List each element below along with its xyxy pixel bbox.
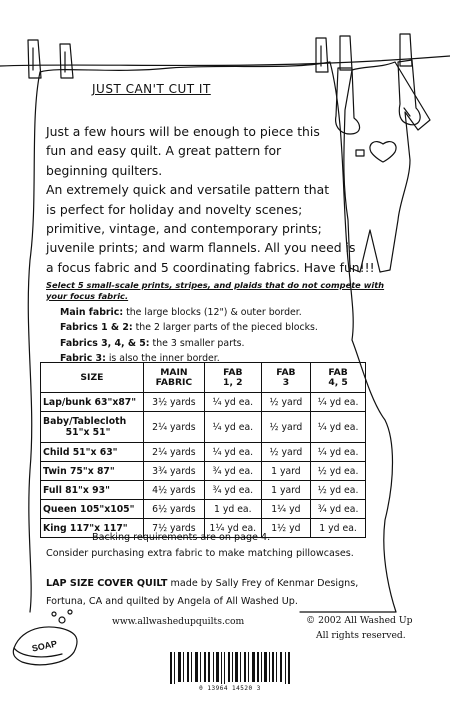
yardage-table <box>40 362 366 538</box>
table-cell-main: 6½ yards <box>143 500 204 519</box>
table-cell-f3: 1 yard <box>261 481 311 500</box>
table-cell-f45: 1 yd ea. <box>311 519 366 538</box>
intro-paragraph <box>46 122 391 277</box>
table-cell-size: Full 81"x 93" <box>41 481 144 500</box>
fabric-def: Fabrics 1 & 2: the 2 larger parts of the pieced blocks. <box>60 322 318 334</box>
page-title: JUST CAN'T CUT IT <box>92 82 211 96</box>
table-cell-main: 2¼ yards <box>143 443 204 462</box>
table-cell-size: Child 51"x 63" <box>41 443 144 462</box>
table-cell-f12: ¾ yd ea. <box>204 481 261 500</box>
table-header-row <box>41 363 366 393</box>
clothespin-icon <box>60 44 73 78</box>
copyright: © 2002 All Washed Up All rights reserved. <box>306 615 413 641</box>
table-row <box>41 393 366 412</box>
table-cell-f45: ½ yd ea. <box>311 462 366 481</box>
intro-line: fun and easy quilt. A great pattern for <box>46 143 282 159</box>
table-cell-f3: ½ yard <box>261 412 311 443</box>
table-cell-size: Baby/Tablecloth 51"x 51" <box>41 412 144 443</box>
table-cell-f12: 1 yd ea. <box>204 500 261 519</box>
table-cell-main: 7½ yards <box>143 519 204 538</box>
table-cell-main: 2¼ yards <box>143 412 204 443</box>
table-cell-f12: 1¼ yd ea. <box>204 519 261 538</box>
table-cell-f12: ¼ yd ea. <box>204 443 261 462</box>
table-row <box>41 443 366 462</box>
table-row <box>41 462 366 481</box>
notes <box>46 530 391 561</box>
clothesline <box>0 56 450 66</box>
credit-text-2: Fortuna, CA and quilted by Angela of All Washed Up. <box>46 596 298 607</box>
table-cell-f3: 1½ yd <box>261 519 311 538</box>
table-row <box>41 481 366 500</box>
table-cell-f3: 1¼ yd <box>261 500 311 519</box>
intro-line: juvenile prints; and warm flannels. All you need is <box>46 240 356 256</box>
clothespin-icon <box>316 38 328 72</box>
table-cell-f12: ¼ yd ea. <box>204 393 261 412</box>
barcode <box>170 652 290 684</box>
fabric-def: Fabric 3: is also the inner border. <box>60 352 220 364</box>
clothespin-icon <box>28 40 41 78</box>
pillowcase-note: Consider purchasing extra fabric to make matching pillowcases. <box>46 547 354 559</box>
website-link[interactable]: www.allwashedupquilts.com <box>112 616 245 627</box>
barcode-number: 0 13964 14520 3 <box>199 685 261 692</box>
col-header-fab3: FAB 3 <box>261 363 311 393</box>
table-cell-f45: ½ yd ea. <box>311 481 366 500</box>
col-header-fab12: FAB 1, 2 <box>204 363 261 393</box>
table-cell-f45: ¼ yd ea. <box>311 393 366 412</box>
col-header-fab45: FAB 4, 5 <box>311 363 366 393</box>
table-cell-f45: ¼ yd ea. <box>311 412 366 443</box>
table-cell-f45: ¾ yd ea. <box>311 500 366 519</box>
credit-text: made by Sally Frey of Kenmar Designs, <box>167 578 359 589</box>
soap-label: SOAP <box>30 638 58 654</box>
table-cell-main: 3¾ yards <box>143 462 204 481</box>
table-row <box>41 500 366 519</box>
table-cell-size: Lap/bunk 63"x87" <box>41 393 144 412</box>
table-cell-f45: ¼ yd ea. <box>311 443 366 462</box>
backing-note: Backing requirements are on page 4. <box>92 532 271 543</box>
table-cell-f12: ¼ yd ea. <box>204 412 261 443</box>
intro-line: beginning quilters. <box>46 162 163 178</box>
sock-icon <box>398 60 420 125</box>
clothespin-icon <box>340 36 352 70</box>
table-cell-size: Twin 75"x 87" <box>41 462 144 481</box>
table-cell-f3: ½ yard <box>261 393 311 412</box>
table-cell-main: 3½ yards <box>143 393 204 412</box>
col-header-size: SIZE <box>41 363 144 393</box>
table-cell-size: Queen 105"x105" <box>41 500 144 519</box>
intro-line: primitive, vintage, and contemporary prints; <box>46 221 322 237</box>
fabric-def: Main fabric: the large blocks (12") & outer border. <box>60 307 302 318</box>
table-cell-main: 4½ yards <box>143 481 204 500</box>
fabric-selection-note: Select 5 small-scale prints, stripes, and plaids that do not compete with your focus fabric. <box>46 280 385 301</box>
intro-line: a focus fabric and 5 coordinating fabrics. Have fun!!! <box>46 259 375 275</box>
intro-line: Just a few hours will be enough to piece this <box>46 124 320 139</box>
credit-lead: LAP SIZE COVER QUILT <box>46 578 168 589</box>
table-cell-f3: ½ yard <box>261 443 311 462</box>
intro-line: An extremely quick and versatile pattern that <box>46 182 330 198</box>
table-row <box>41 412 366 443</box>
credit-block <box>46 575 426 611</box>
fabric-definitions <box>60 305 390 366</box>
fabric-def: Fabrics 3, 4, & 5: the 3 smaller parts. <box>60 337 245 349</box>
intro-line: is perfect for holiday and novelty scenes; <box>46 201 303 217</box>
table-cell-size: King 117"x 117" <box>41 519 144 538</box>
table-cell-f3: 1 yard <box>261 462 311 481</box>
table-cell-f12: ¾ yd ea. <box>204 462 261 481</box>
col-header-main: MAIN FABRIC <box>143 363 204 393</box>
